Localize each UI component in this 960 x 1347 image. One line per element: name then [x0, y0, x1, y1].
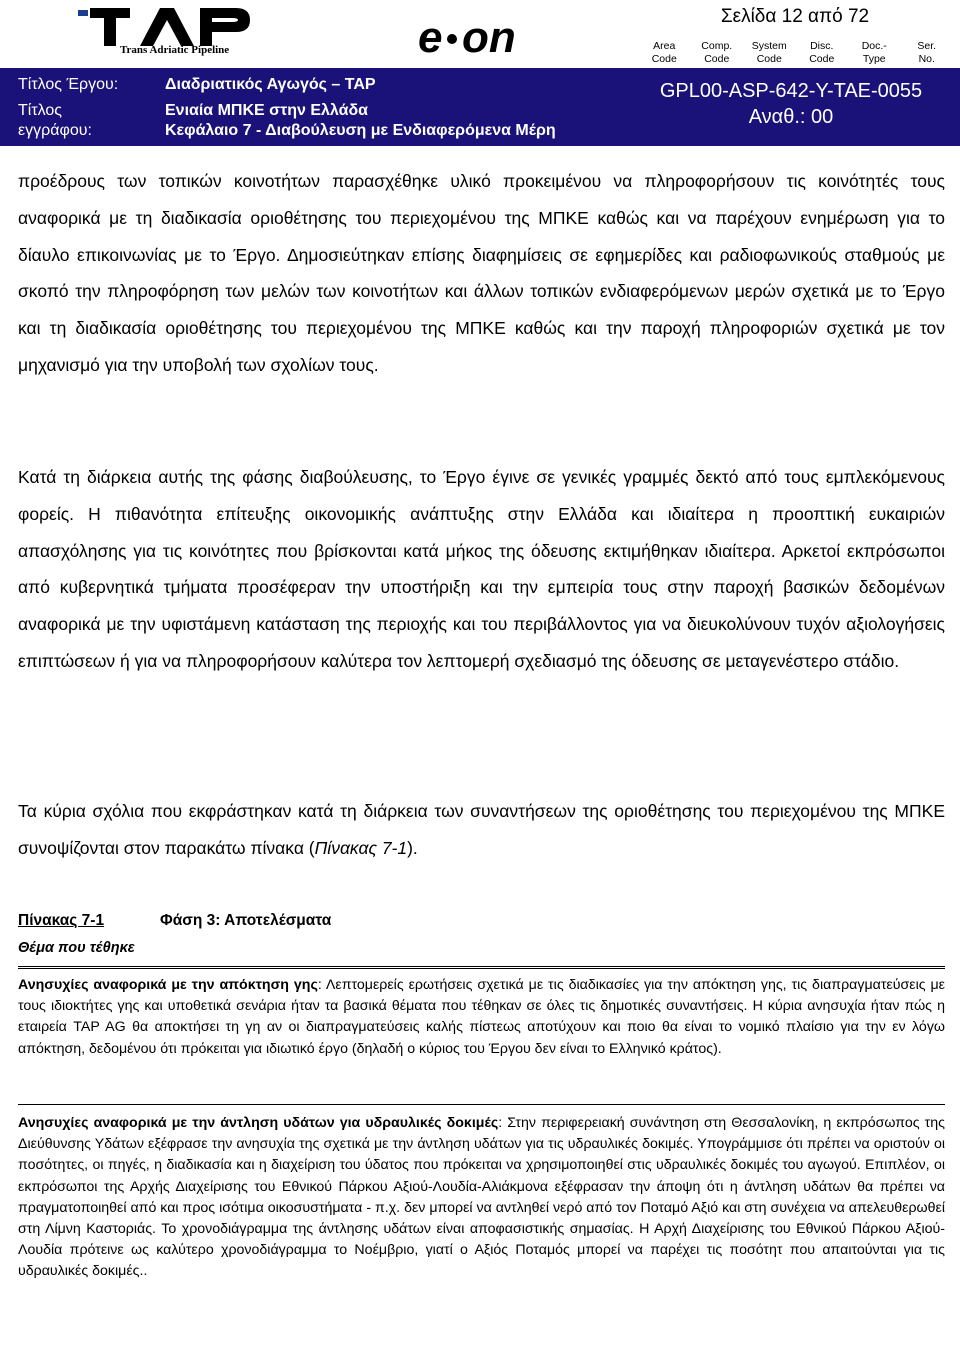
page-header [0, 0, 960, 68]
document-code-legend [638, 40, 953, 68]
table-row-separator [18, 968, 945, 969]
paragraph-1: προέδρους των τοπικών κοινοτήτων παρασχέθηκε υλικό προκειμένου να πληροφορήσουν τις κοινότητές τους αναφορικά με τη διαδικασία οριοθέτησης του περιεχομένου της ΜΠΚΕ καθώς και να παρέχουν ενημέρωση για το δίαυλο επικοινωνίας με το Έργο. Δημοσιεύτηκαν επίσης διαφημίσεις σε εφημερίδες και ραδιοφωνικούς σταθμούς με σκοπό την πληροφόρηση των μελών των κοινοτήτων και άλλων τοπικών ενδιαφερόμενων μερών σχετικά με το Έργο και τη διαδικασία οριοθέτησης του περιεχομένου της ΜΠΚΕ καθώς και την παροχή πληροφοριών σχετικά με τον μηχανισμό για την υποβολή των σχολίων τους. [18, 171, 945, 375]
table-row-separator [18, 1104, 945, 1105]
row-heading: Ανησυχίες αναφορικά με την άντληση υδάτων για υδραυλικές δοκιμές [18, 1115, 499, 1131]
table-number: Πίνακας 7-1 [18, 912, 105, 929]
table-title: Φάση 3: Αποτελέσματα [160, 912, 332, 929]
table-reference: Πίνακας 7-1 [314, 837, 408, 858]
code-doc-type: Doc.- Type [861, 40, 887, 65]
eon-logo-mark [418, 14, 538, 60]
code-area: Area Code [651, 40, 677, 65]
table-caption [18, 912, 332, 930]
paragraph-2: Κατά τη διάρκεια αυτής της φάσης διαβούλευσης, το Έργο έγινε σε γενικές γραμμές δεκτό από τους εμπλεκόμενους φορείς. Η πιθανότητα επίτευξης οικονομικής ανάπτυξης στην Ελλάδα και ιδιαίτερα η προοπτική ευκαιριών απασχόλησης για τις κοινότητες που βρίσκονται κατά μήκος της όδευσης εκτιμήθηκαν ιδιαίτερα. Αρκετοί εκπρόσωποι από κυβερνητικά τμήματα προσέφεραν την υποστήριξη και την εμπειρία τους στην παροχή βασικών δεδομένων αναφορικά με την υφιστάμενη κατάσταση της περιοχής και του περιβάλλοντος για να διευκολύνουν τυχόν αξιολογήσεις επιπτώσεων ή για να πληροφορήσουν καλύτερα τον λεπτομερή σχεδιασμό της όδευσης σε μεταγενέστερο στάδιο. [18, 467, 945, 671]
code-disc: Disc. Code [809, 40, 835, 65]
document-title-label-2: εγγράφου: [18, 122, 92, 139]
page-number: Σελίδα 12 από 72 [720, 6, 870, 27]
code-system: System Code [751, 40, 787, 65]
row-heading: Ανησυχίες αναφορικά με την απόκτηση γης [18, 977, 318, 993]
tap-logo-mark [78, 8, 253, 48]
document-title-label-1: Τίτλος [18, 102, 63, 119]
code-ser-no: Ser. No. [917, 40, 937, 65]
project-title-value: Διαδριατικός Αγωγός – TAP [165, 76, 376, 93]
tap-subtitle: Trans Adriatic Pipeline [120, 44, 230, 56]
document-code: GPL00-ASP-642-Y-TAE-0055 [659, 80, 923, 102]
header-title-band [0, 68, 960, 146]
paragraph-3-end: ). [407, 837, 418, 858]
code-comp: Comp. Code [701, 40, 733, 65]
document-title-value-1: Ενιαία ΜΠΚΕ στην Ελλάδα [165, 102, 368, 119]
table-header [18, 912, 945, 967]
eon-logo [418, 14, 538, 60]
row-text: : Λεπτομερείς ερωτήσεις σχετικά με τις διαδικασίες για την απόκτηση γης, τις διαπραγματεύσεις με τους ιδιοκτήτες γης και υποθετικά σενάρια ήταν τα βασικά θέματα που τέθηκαν σε όλες τις δημοτικές συναντήσεις. Η κύρια ανησυχία ήταν πώς η εταιρεία TAP AG θα αποκτήσει τη γη αν οι διαπραγματεύσεις καλής πίστεως αποτύχουν και ποιο θα είναι το νομικό πλαίσιο για την εν λόγω απόκτηση, δεδομένου ότι πρόκειται για ιδιωτικό έργο (δηλαδή ο κύριος του Έργου δεν είναι το Ελληνικό κράτος). [18, 977, 945, 1057]
row-text: : Στην περιφερειακή συνάντηση στη Θεσσαλονίκη, η εκπρόσωπος της Διεύθυνσης Υδάτων εξέφρασε την ανησυχία της σχετικά με την άντληση υδάτων για τις υδραυλικές δοκιμές. Υπογράμμισε ότι πρέπει να οριστούν οι ποσότητες, οι πηγές, η διαδικασία και η διαχείριση του ύδατος που πρόκειται να χρησιμοποιηθεί στις υδραυλικές δοκιμές του αγωγού. Επιπλέον, οι εκπρόσωποι της Αρχής Διαχείρισης του Εθνικού Πάρκου Αξιού-Λουδία-Αλιάκμονα εξέφρασαν την άποψη ότι η άντληση υδάτων θα πρέπει να πραγματοποιηθεί από και προς ισότιμα οικοσυστήματα - π.χ. δεν μπορεί να αντληθεί νερό από τον Ποταμό Αξιό και στη συνέχεια να απελευθερωθεί στη Λίμνη Καστοριάς. Το χρονοδιάγραμμα της άντλησης υδάτων είναι αποφασιστικής σημασίας. Η Αρχή Διαχείρισης του Εθνικού Πάρκου Αξιού-Λουδία πρότεινε ως καλύτερο χρονοδιάγραμμα το Νοέμβριο, γιατί ο Αξιός Ποταμός μπορεί να παρέχει τις ποσότητ που απαιτούνται για τις υδραυλικές δοκιμές.. [18, 1115, 945, 1280]
svg-text:on: on [462, 14, 516, 60]
column-header: Θέμα που τέθηκε [18, 940, 135, 956]
table-row [18, 975, 945, 1060]
tap-logo [78, 8, 253, 66]
document-title-value-2: Κεφάλαιο 7 - Διαβούλευση με Ενδιαφερόμενα Μέρη [165, 122, 556, 139]
paragraph-3 [18, 793, 945, 867]
paragraph-3-text: Τα κύρια σχόλια που εκφράστηκαν κατά τη διάρκεια των συναντήσεων της οριοθέτησης του περιεχομένου της ΜΠΚΕ συνοψίζονται στον παρακάτω πίνακα ( [18, 801, 945, 858]
table-row [18, 1113, 945, 1283]
revision: Αναθ.: 00 [748, 106, 834, 128]
project-title-label: Τίτλος Έργου: [18, 76, 119, 93]
svg-text:e: e [418, 14, 443, 60]
